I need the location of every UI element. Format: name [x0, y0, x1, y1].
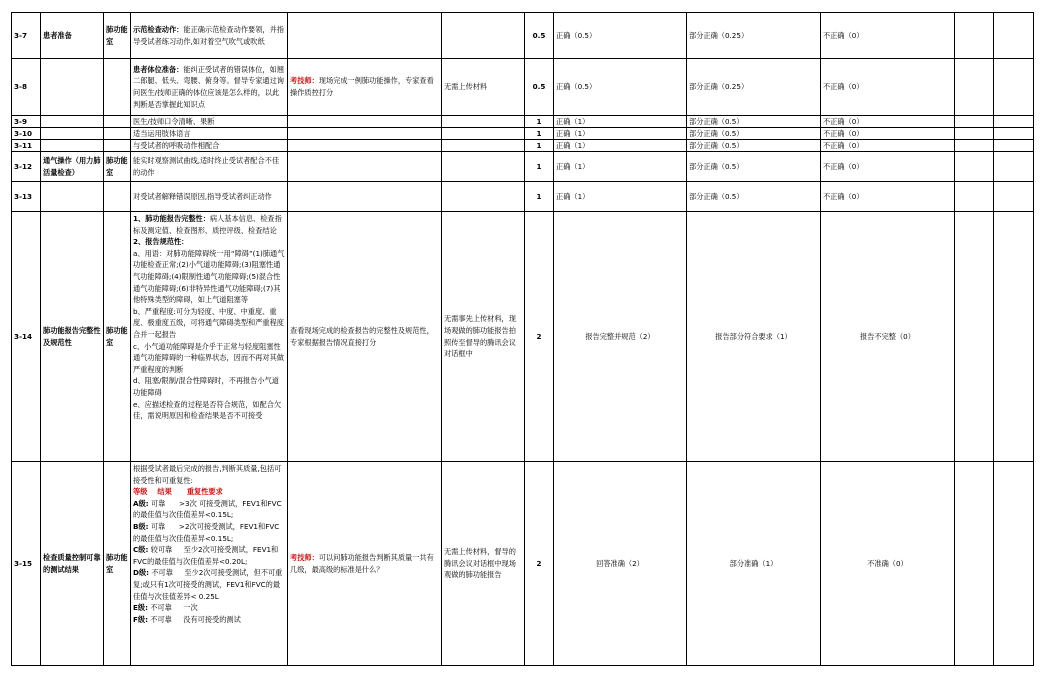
material-cell: 无需上传材料，督导的腾讯会议对话框中现场观做的肺功能报告	[442, 462, 525, 666]
table-row	[12, 462, 1034, 666]
table-row	[12, 182, 1034, 212]
report-line-title: 2、报告规范性：	[133, 237, 189, 247]
score: 1	[525, 182, 554, 212]
full-score: 正确（0.5）	[554, 13, 687, 59]
partial-score: 部分正确（0.5）	[687, 116, 821, 128]
method-tag: 考技师：	[290, 552, 319, 562]
grade-header	[133, 486, 285, 498]
item-name	[41, 182, 104, 212]
method-cell	[288, 13, 442, 59]
material-cell	[442, 128, 525, 140]
table-row	[12, 140, 1034, 152]
zero-score: 不正确（0）	[821, 13, 955, 59]
report-line-text: b、严重程度:可分为轻度、中度、中重度、重度、极重度五级，可将通气障碍类型和严重程度合并一起报告	[133, 306, 284, 339]
report-line	[133, 306, 285, 341]
grade-line	[133, 544, 285, 567]
content-text: 能正确示范检查动作要领，并指导受试者练习动作,如对着空气吹气或吹纸	[133, 24, 284, 46]
zero-score: 不正确（0）	[821, 116, 955, 128]
method-cell	[288, 140, 442, 152]
empty-cell	[955, 152, 994, 182]
row-id: 3-10	[12, 128, 41, 140]
report-line-text: c、小气道功能障碍是介乎于正常与轻度阻塞性通气功能障碍的一种临界状态，因而不再对其做严重程度的判断	[133, 341, 284, 374]
quality-intro: 根据受试者最后完成的报告,判断其质量,包括可接受性和可重复性:	[133, 464, 282, 485]
method-cell	[288, 152, 442, 182]
grade-line	[133, 567, 285, 602]
item-name: 肺功能报告完整性及规范性	[41, 212, 104, 462]
grade-text: 不可靠 没有可接受的测试	[150, 614, 241, 624]
empty-cell	[955, 140, 994, 152]
grade-header-result: 结果	[157, 487, 172, 497]
dept: 肺功能室	[104, 212, 131, 462]
row-id: 3-14	[12, 212, 41, 462]
row-id: 3-9	[12, 116, 41, 128]
empty-cell	[994, 182, 1034, 212]
grade-label: C级:	[133, 545, 149, 555]
method-tag: 考技师：	[290, 76, 319, 86]
report-requirements	[131, 212, 288, 462]
table-row	[12, 128, 1034, 140]
partial-score: 部分正确（0.25）	[687, 59, 821, 116]
content-title: 示范检查动作：	[133, 24, 184, 34]
empty-cell	[994, 116, 1034, 128]
report-line	[133, 375, 285, 398]
material-cell	[442, 152, 525, 182]
grade-label: F级:	[133, 614, 148, 624]
partial-score: 部分正确（0.5）	[687, 128, 821, 140]
empty-cell	[955, 212, 994, 462]
table-row	[12, 212, 1034, 462]
empty-cell	[955, 116, 994, 128]
method-cell	[288, 116, 442, 128]
item-name: 检查质量控制可靠的测试结果	[41, 462, 104, 666]
empty-cell	[994, 462, 1034, 666]
item-name	[41, 128, 104, 140]
material-cell: 无需事先上传材料，现场观做的肺功能报告拍照传至督导的腾讯会议对话框中	[442, 212, 525, 462]
quality-grades	[131, 462, 288, 666]
content-text: 能实时观察测试曲线,适时终止受试者配合不佳的动作	[131, 152, 288, 182]
method-cell	[288, 59, 442, 116]
method-cell	[288, 182, 442, 212]
row-id: 3-15	[12, 462, 41, 666]
grade-text: 不可靠 至少2次可接受测试，但不可重复;或只有1次可接受的测试，FEV1和FVC的最佳值与次佳值差异< 0.25L	[133, 568, 283, 601]
dept	[104, 140, 131, 152]
material-cell	[442, 13, 525, 59]
material-cell	[442, 116, 525, 128]
item-name	[41, 140, 104, 152]
partial-score: 报告部分符合要求（1）	[687, 212, 821, 462]
partial-score: 部分正确（0.5）	[687, 140, 821, 152]
empty-cell	[994, 13, 1034, 59]
full-score: 报告完整并规范（2）	[554, 212, 687, 462]
report-line	[133, 236, 285, 248]
full-score: 回答准确（2）	[554, 462, 687, 666]
table-row	[12, 116, 1034, 128]
content-text: 与受试者的呼吸动作相配合	[131, 140, 288, 152]
grade-header-requirement: 重复性要求	[186, 487, 223, 497]
row-id: 3-12	[12, 152, 41, 182]
zero-score: 不正确（0）	[821, 128, 955, 140]
full-score: 正确（1）	[554, 182, 687, 212]
material-cell	[442, 182, 525, 212]
content-title: 患者体位准备：	[133, 64, 184, 74]
grade-label: A级:	[133, 498, 149, 508]
grade-text: 可靠 >3次 可接受测试，FEV1和FVC的最佳值与次佳值差异<0.15L;	[133, 498, 282, 520]
dept: 肺功能室	[104, 462, 131, 666]
score: 2	[525, 462, 554, 666]
grade-text: 不可靠 一次	[150, 603, 198, 613]
grade-line	[133, 614, 285, 626]
dept: 肺功能室	[104, 13, 131, 59]
content-text: 能纠正受试者的错误体位，如翘二郎腿、低头、弯腰、俯身等。督导专家通过询问医生/技师正确的体位应该是怎么样的，以此判断是否掌握此知识点	[133, 64, 284, 109]
empty-cell	[955, 59, 994, 116]
item-name	[41, 59, 104, 116]
method-cell: 查看现场完成的检查报告的完整性及规范性，专家根据报告情况直接打分	[288, 212, 442, 462]
score: 0.5	[525, 59, 554, 116]
empty-cell	[994, 59, 1034, 116]
empty-cell	[994, 212, 1034, 462]
partial-score: 部分正确（0.5）	[687, 152, 821, 182]
partial-score: 部分准确（1）	[687, 462, 821, 666]
table-row	[12, 152, 1034, 182]
dept: 肺功能室	[104, 152, 131, 182]
method-cell	[288, 462, 442, 666]
partial-score: 部分正确（0.25）	[687, 13, 821, 59]
report-line-title: 1、肺功能报告完整性：	[133, 214, 210, 223]
row-id: 3-11	[12, 140, 41, 152]
report-line-text: d、阻塞/限制/混合性障碍时，不再报告小气道功能障碍	[133, 376, 279, 397]
partial-score: 部分正确（0.5）	[687, 182, 821, 212]
grade-text: 较可靠 至少2次可接受测试，FEV1和FVC的最佳值与次佳值差异<0.20L;	[133, 545, 279, 566]
full-score: 正确（1）	[554, 140, 687, 152]
zero-score: 不正确（0）	[821, 59, 955, 116]
report-line	[133, 399, 285, 422]
dept	[104, 128, 131, 140]
dept	[104, 116, 131, 128]
empty-cell	[994, 140, 1034, 152]
content-text: 对受试者解释错误原因,指导受试者纠正动作	[131, 182, 288, 212]
material-cell	[442, 140, 525, 152]
empty-cell	[994, 128, 1034, 140]
score: 0.5	[525, 13, 554, 59]
grade-line	[133, 498, 285, 521]
item-name: 通气操作（用力肺活量检查）	[41, 152, 104, 182]
method-text: 可以问肺功能报告判断其质量一共有几级，最高级的标准是什么？	[290, 552, 434, 574]
content-cell	[131, 13, 288, 59]
dept	[104, 182, 131, 212]
dept	[104, 59, 131, 116]
zero-score: 不正确（0）	[821, 152, 955, 182]
score: 2	[525, 212, 554, 462]
row-id: 3-7	[12, 13, 41, 59]
table-row	[12, 59, 1034, 116]
zero-score: 不正确（0）	[821, 140, 955, 152]
grade-label: B级:	[133, 521, 149, 531]
grade-line	[133, 602, 285, 614]
report-line	[133, 248, 285, 306]
zero-score: 不准确（0）	[821, 462, 955, 666]
content-text: 适当运用肢体语言	[131, 128, 288, 140]
empty-cell	[994, 152, 1034, 182]
report-line	[133, 213, 285, 236]
material-cell: 无需上传材料	[442, 59, 525, 116]
method-text: 现场完成一例肺功能操作，专家查看操作质控打分	[290, 76, 434, 97]
report-line	[133, 341, 285, 376]
row-id: 3-13	[12, 182, 41, 212]
report-line-text: e、应描述检查的过程是否符合规范，如配合欠佳，需说明原因和检查结果是否不可接受	[133, 399, 282, 421]
grade-label: D级:	[133, 568, 150, 578]
full-score: 正确（0.5）	[554, 59, 687, 116]
item-name	[41, 116, 104, 128]
content-text: 医生/技师口令清晰、果断	[131, 116, 288, 128]
grade-header-level: 等级	[133, 487, 148, 497]
report-line-text: a、用语：对肺功能障碍统一用“障碍”(1)肺通气功能检查正常;(2)小气道功能障碍;(3)阻塞性通气功能障碍;(4)限制性通气功能障碍;(5)混合性通气功能障碍;(6)非特异性通气功能障碍;(7)其他特殊类型的障碍，如上气道阻塞等	[133, 248, 285, 305]
zero-score: 不正确（0）	[821, 182, 955, 212]
empty-cell	[955, 128, 994, 140]
method-cell	[288, 128, 442, 140]
empty-cell	[955, 13, 994, 59]
grade-label: E级:	[133, 603, 148, 613]
score: 1	[525, 152, 554, 182]
evaluation-table	[11, 12, 1034, 666]
empty-cell	[955, 182, 994, 212]
item-name: 患者准备	[41, 13, 104, 59]
score: 1	[525, 128, 554, 140]
row-id: 3-8	[12, 59, 41, 116]
table-row	[12, 13, 1034, 59]
report-line-text: 病人基本信息、检查指标及测定值、检查图形、质控评级、检查结论	[133, 214, 282, 235]
grade-text: 可靠 >2次可接受测试，FEV1和FVC的最佳值与次佳值差异<0.15L;	[133, 521, 280, 543]
score: 1	[525, 140, 554, 152]
grade-line	[133, 521, 285, 544]
content-cell	[131, 59, 288, 116]
empty-cell	[955, 462, 994, 666]
full-score: 正确（1）	[554, 128, 687, 140]
full-score: 正确（1）	[554, 116, 687, 128]
score: 1	[525, 116, 554, 128]
full-score: 正确（1）	[554, 152, 687, 182]
zero-score: 报告不完整（0）	[821, 212, 955, 462]
